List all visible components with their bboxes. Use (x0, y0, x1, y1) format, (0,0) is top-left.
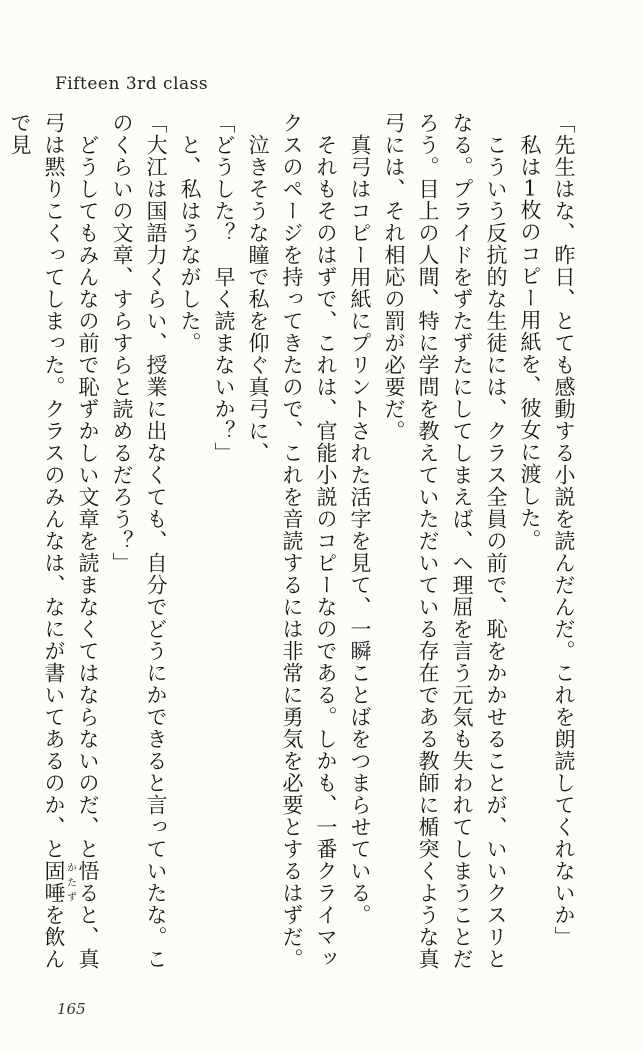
paragraph: と、私はうながした。 (178, 134, 202, 354)
paragraph: それもそのはずで、これは、官能小説のコピーなのである。しかも、一番クライマックスのページを持ってきたので、これを音読するには非常に勇気を必要とするはずだ。 (280, 112, 338, 970)
page-number: 165 (57, 1000, 86, 1018)
running-header: Fifteen 3rd class (55, 74, 209, 94)
page-body (8, 112, 581, 990)
paragraph: 真弓はコピー用紙にプリントされた活字を見て、一瞬ことばをつまらせている。 (348, 134, 372, 926)
paragraph: 「どうした？ 早く読まないか？」 (212, 112, 236, 464)
paragraph: 「先生はな、昨日、とても感動する小説を読んだんだ。これを朗読してくれないか」 (552, 112, 576, 948)
paragraph: 「大江は国語力くらい、授業に出なくても、自分でどうにかできると言っていたな。このくらいの文章、すらすらと読めるだろう？」 (110, 112, 168, 970)
upright-digit: 1 (523, 178, 537, 199)
paragraph: こういう反抗的な生徒には、クラス全員の前で、恥をかかせることが、いいクスリとなる。プライドをずたずたにしてしまえば、へ理屈を言う元気も失われてしまうことだろう。目上の人間、特に学問を教えていただいている存在である教師に楯突くような真弓には、それ相応の罰が必要だ。 (382, 112, 508, 970)
paragraph: 泣きそうな瞳で私を仰ぐ真弓に、 (246, 134, 270, 464)
paragraph: 私は1枚のコピー用紙を、彼女に渡した。 (518, 134, 542, 551)
ruby-annotated-word: 固唾かたず (42, 860, 76, 904)
paragraph: どうしてもみんなの前で恥ずかしい文章を読まなくてはならないのだ、と悟ると、真弓は黙りこくってしまった。クラスのみんなは、なにが書いてあるのか、と固唾かたずを飲んで見 (8, 112, 100, 970)
